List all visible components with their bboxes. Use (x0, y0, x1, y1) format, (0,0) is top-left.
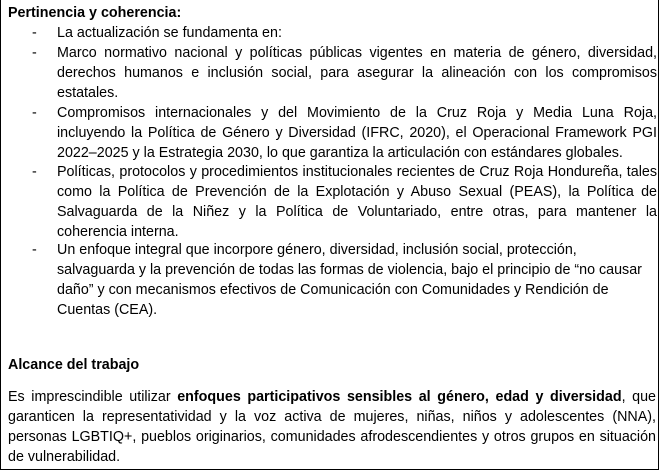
bullet-dash: - (32, 242, 37, 258)
section-heading-alcance: Alcance del trabajo (8, 357, 140, 373)
bullet-dash: - (32, 25, 37, 41)
paragraph-text-end: , que garanticen la representatividad y la voz activa de mujeres, niñas, niños y adolescentes (NNA), personas LGBTIQ+, pueblos originarios, comunidades afrodescendientes y otros grupos en situación de vulnerabilidad. (8, 389, 656, 465)
list-item: Un enfoque integral que incorpore género, diversidad, inclusión social, protección, salvaguarda y la prevención de todas las formas de violencia, bajo el principio de “no causar daño” y con mecanismos efectivos de Comunicación con Comunidades y Rendición de Cuentas (CEA). (57, 242, 642, 318)
paragraph-text-start: Es imprescindible utilizar (8, 389, 178, 405)
list-item: Políticas, protocolos y procedimientos institucionales recientes de Cruz Roja Hondureña, tales como la Política de Prevención de la Explotación y Abuso Sexual (PEAS), la Política de Salvaguarda de la Niñez y la Política de Voluntariado, entre otras, para mantener la coherencia interna. (57, 164, 657, 240)
list-item: Marco normativo nacional y políticas públicas vigentes en materia de género, diversidad, derechos humanos e inclusión social, para asegurar la alineación con los compromisos estatales. (57, 45, 657, 101)
bullet-dash: - (32, 164, 37, 180)
section-heading-pertinencia: Pertinencia y coherencia: (8, 5, 182, 21)
bullet-dash: - (32, 105, 37, 121)
bullet-dash: - (32, 45, 37, 61)
scope-paragraph (8, 387, 656, 467)
paragraph-bold-phrase: enfoques participativos sensibles al género, edad y diversidad (177, 389, 622, 405)
list-item: Compromisos internacionales y del Movimiento de la Cruz Roja y Media Luna Roja, incluyendo la Política de Género y Diversidad (IFRC, 2020), el Operacional Framework PGI 2022–2025 y la Estrategia 2030, lo que garantiza la articulación con estándares globales. (57, 105, 657, 161)
list-item: La actualización se fundamenta en: (57, 25, 282, 41)
